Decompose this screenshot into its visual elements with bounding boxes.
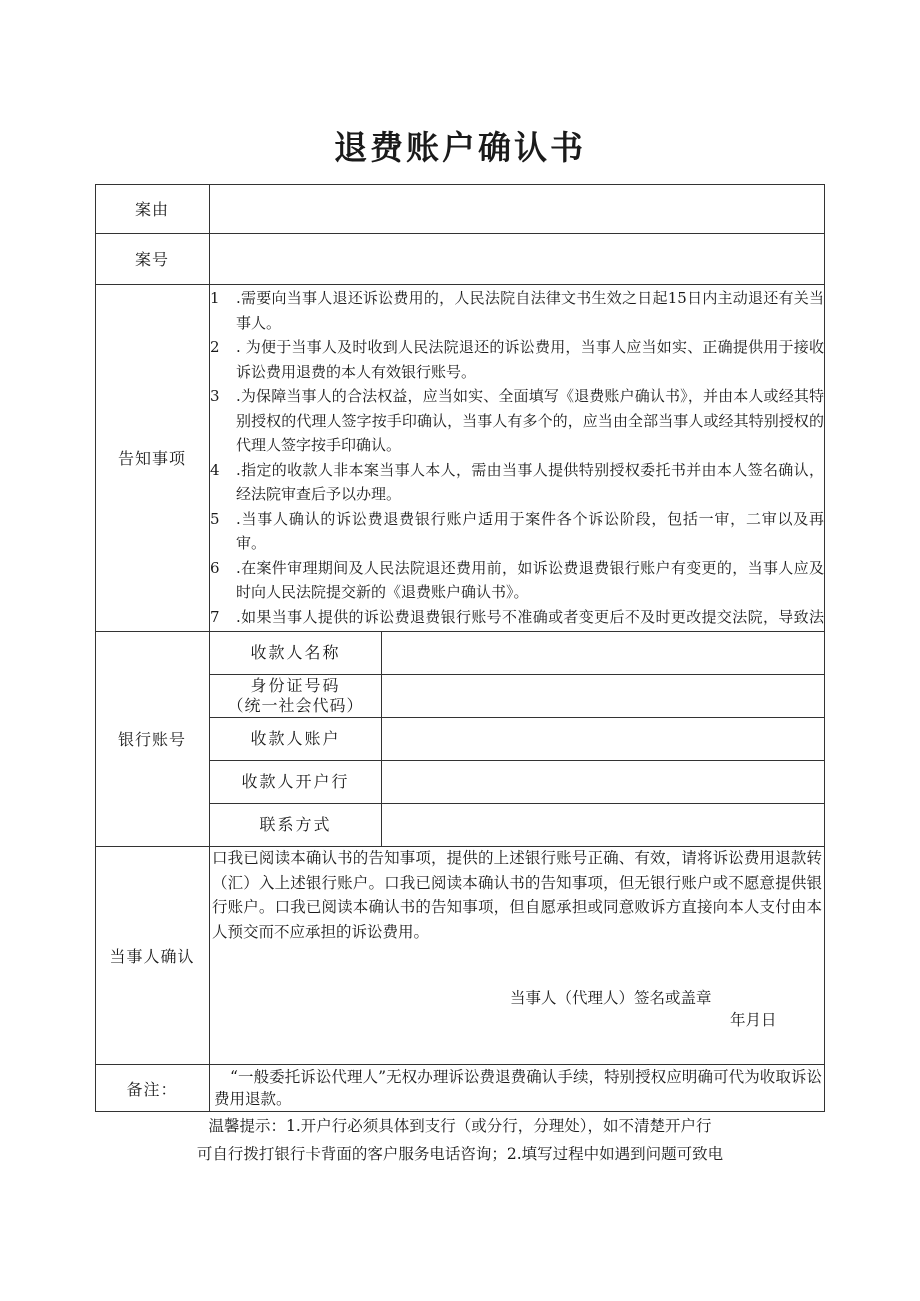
- id-number-line1: 身份证号码: [250, 676, 341, 695]
- id-number-label: [210, 675, 381, 717]
- notice-list: [210, 286, 824, 630]
- date-label: 年月日: [730, 1011, 777, 1029]
- payee-name-field[interactable]: [382, 632, 824, 674]
- payee-bank-label: 收款人开户行: [241, 772, 350, 791]
- case-number-field[interactable]: [210, 234, 824, 284]
- id-number-field[interactable]: [382, 675, 824, 717]
- remark-label: 备注：: [126, 1079, 178, 1099]
- notice-item: 7 .如果当事人提供的诉讼费退费银行账号不准确或者变更后不及时更改提交法院，导致法: [210, 607, 824, 626]
- payee-name-label: 收款人名称: [250, 643, 341, 662]
- notice-item: 2 . 为便于当事人及时收到人民法院退还的诉讼费用，当事人应当如实、正确提供用于接收诉讼费用退费的本人有效银行账号。: [210, 338, 824, 381]
- contact-field[interactable]: [382, 804, 824, 846]
- document-title: 退费账户确认书: [334, 128, 586, 167]
- remark-text: “一般委托诉讼代理人”无权办理诉讼费退费确认手续，特别授权应明确可代为收取诉讼费用退款。: [214, 1068, 822, 1108]
- payee-account-label: 收款人账户: [250, 729, 341, 748]
- confirmation-text: 口我已阅读本确认书的告知事项，提供的上述银行账号正确、有效，请将诉讼费用退款转（汇）入上述银行账户。口我已阅读本确认书的告知事项，但无银行账户或不愿意提供银行账户。口我已阅读本确认书的告知事项，但自愿承担或同意败诉方直接向本人支付由本人预交而不应承担的诉讼费用。: [212, 849, 822, 941]
- case-cause-field[interactable]: [210, 185, 824, 233]
- notice-item: 5 .当事人确认的诉讼费退费银行账户适用于案件各个诉讼阶段，包括一审，二审以及再审。: [210, 509, 824, 552]
- notice-item: 1 .需要向当事人退还诉讼费用的，人民法院自法律文书生效之日起15日内主动退还有关当事人。: [210, 289, 824, 332]
- tip-line-2: 可自行拨打银行卡背面的客户服务电话咨询；2.填写过程中如遇到问题可致电: [196, 1145, 724, 1163]
- notice-label: 告知事项: [117, 449, 186, 468]
- notice-item: 3 .为保障当事人的合法权益，应当如实、全面填写《退费账户确认书》，并由本人或经其特别授权的代理人签字按手印确认，当事人有多个的，应当由全部当事人或经其特别授权的代理人签字按手印确认。: [210, 387, 824, 454]
- payee-account-field[interactable]: [382, 718, 824, 760]
- signature-label: 当事人（代理人）签名或盖章: [510, 989, 712, 1007]
- contact-label: 联系方式: [259, 815, 332, 834]
- id-number-line2: （统一社会代码）: [227, 696, 364, 715]
- notice-item: 6 .在案件审理期间及人民法院退还费用前，如诉讼费退费银行账户有变更的，当事人应及时向人民法院提交新的《退费账户确认书》。: [210, 558, 824, 601]
- case-cause-label: 案由: [134, 200, 169, 219]
- notice-item: 4 .指定的收款人非本案当事人本人，需由当事人提供特别授权委托书并由本人签名确认，经法院审查后予以办理。: [210, 460, 824, 503]
- bank-account-label: 银行账号: [117, 730, 186, 749]
- tip-line-1: 温馨提示：1.开户行必须具体到支行（或分行，分理处），如不清楚开户行: [208, 1117, 712, 1135]
- party-confirm-label: 当事人确认: [109, 946, 195, 966]
- payee-bank-field[interactable]: [382, 761, 824, 803]
- case-number-label: 案号: [134, 250, 169, 269]
